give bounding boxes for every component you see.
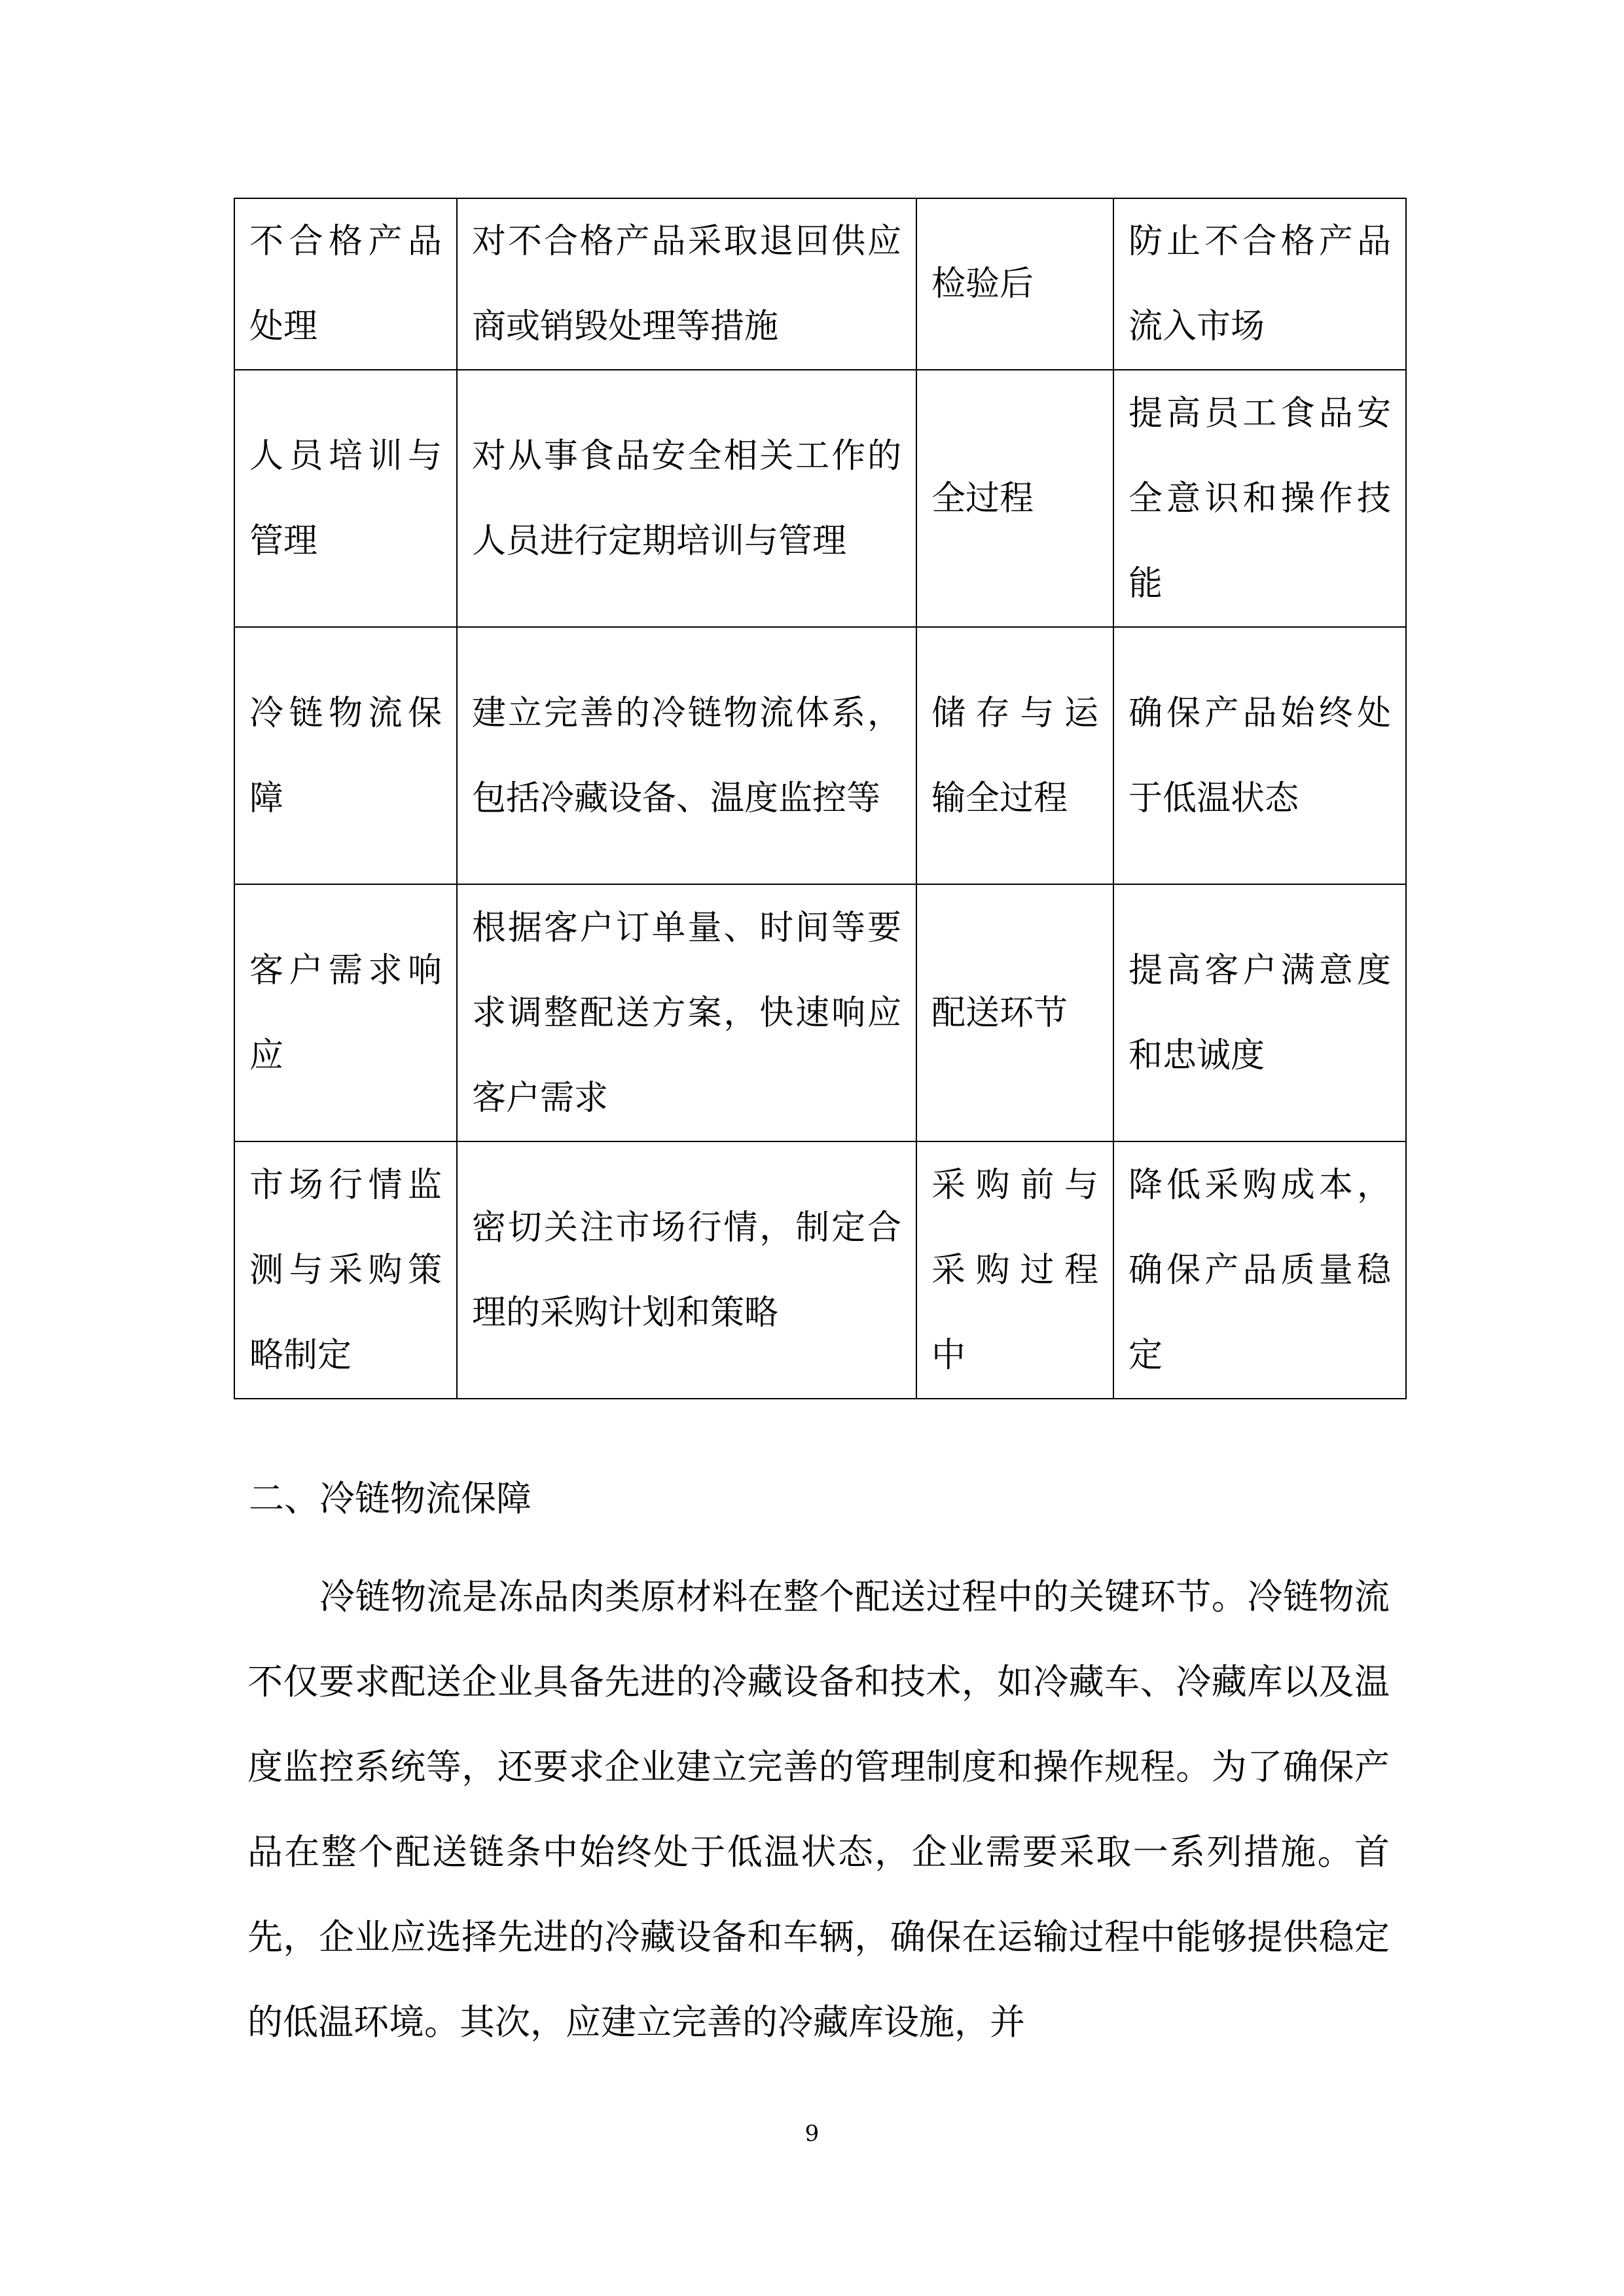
table-row	[234, 198, 1406, 370]
table-cell-goal: 降低采购成本，确保产品质量稳定	[1113, 1141, 1406, 1399]
table-cell-measure: 密切关注市场行情，制定合理的采购计划和策略	[457, 1141, 916, 1399]
table-row	[234, 370, 1406, 627]
table-cell-measure: 根据客户订单量、时间等要求调整配送方案，快速响应客户需求	[457, 884, 916, 1141]
section-heading: 二、冷链物流保障	[249, 1478, 532, 1519]
table-row	[234, 884, 1406, 1141]
body-paragraph: 冷链物流是冻品肉类原材料在整个配送过程中的关键环节。冷链物流不仅要求配送企业具备先进的冷藏设备和技术，如冷藏车、冷藏库以及温度监控系统等，还要求企业建立完善的管理制度和操作规程。为了确保产品在整个配送链条中始终处于低温状态，企业需要采取一系列措施。首先，企业应选择先进的冷藏设备和车辆，确保在运输过程中能够提供稳定的低温环境。其次，应建立完善的冷藏库设施，并	[247, 1576, 1390, 2043]
table-cell-stage: 采购前与采购过程中	[916, 1141, 1113, 1399]
table-row	[234, 1141, 1406, 1399]
table-cell-measure: 对从事食品安全相关工作的人员进行定期培训与管理	[457, 370, 916, 627]
table-cell-item: 冷链物流保障	[234, 627, 457, 884]
table-row	[234, 627, 1406, 884]
table-cell-item: 人员培训与管理	[234, 370, 457, 627]
table-cell-stage: 全过程	[916, 370, 1113, 627]
table-cell-goal: 确保产品始终处于低温状态	[1113, 627, 1406, 884]
table-cell-goal: 提高客户满意度和忠诚度	[1113, 884, 1406, 1141]
table-cell-measure: 对不合格产品采取退回供应商或销毁处理等措施	[457, 198, 916, 370]
table-cell-item: 市场行情监测与采购策略制定	[234, 1141, 457, 1399]
table-cell-item: 客户需求响应	[234, 884, 457, 1141]
table-cell-goal: 防止不合格产品流入市场	[1113, 198, 1406, 370]
table-cell-goal: 提高员工食品安全意识和操作技能	[1113, 370, 1406, 627]
table-cell-stage: 检验后	[916, 198, 1113, 370]
table-cell-measure: 建立完善的冷链物流体系，包括冷藏设备、温度监控等	[457, 627, 916, 884]
table-cell-stage: 配送环节	[916, 884, 1113, 1141]
measures-table	[234, 198, 1407, 1399]
table-cell-item: 不合格产品处理	[234, 198, 457, 370]
table-cell-stage: 储存与运输全过程	[916, 627, 1113, 884]
page-number: 9	[804, 2121, 820, 2147]
